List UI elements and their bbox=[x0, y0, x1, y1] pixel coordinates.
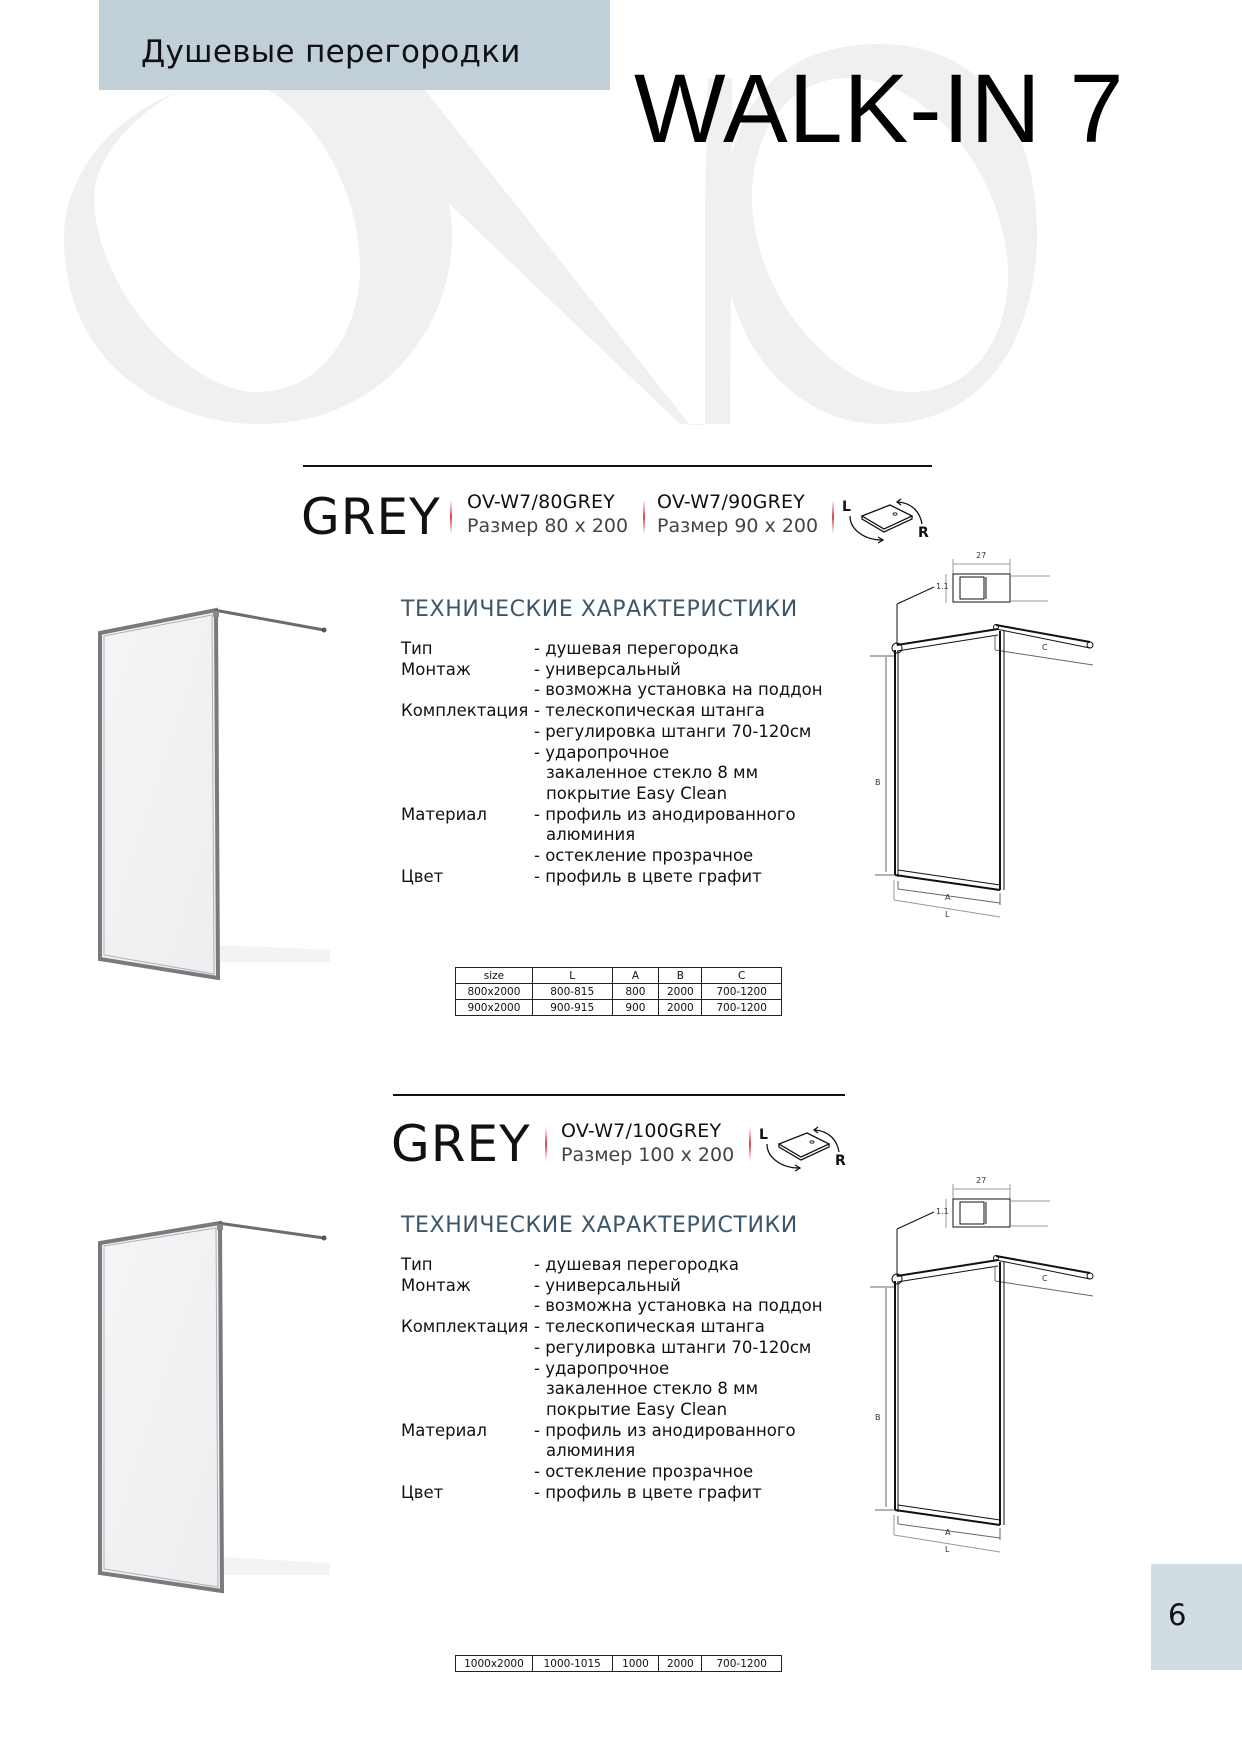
technical-drawing bbox=[850, 1170, 1100, 1600]
column-header: size bbox=[456, 968, 533, 984]
model-size: Размер 80 x 200 bbox=[467, 515, 629, 537]
page-number: 6 bbox=[1168, 1598, 1187, 1632]
spec-value: - ударопрочное bbox=[534, 1358, 670, 1378]
table-cell: 2000 bbox=[659, 984, 702, 1000]
model-size: Размер 100 x 200 bbox=[561, 1144, 735, 1166]
spec-row bbox=[401, 784, 841, 805]
spec-list bbox=[401, 1255, 841, 1515]
separator bbox=[450, 500, 452, 534]
separator bbox=[749, 1127, 751, 1161]
table-row bbox=[456, 1000, 782, 1016]
product-photo bbox=[80, 590, 340, 980]
spec-value: - профиль из анодированного bbox=[534, 1420, 796, 1440]
spec-label: Цвет bbox=[401, 1482, 444, 1502]
spec-heading: ТЕХНИЧЕСКИЕ ХАРАКТЕРИСТИКИ bbox=[401, 597, 798, 622]
spec-value: покрытие Easy Clean bbox=[546, 783, 728, 803]
orientation-left-label: L bbox=[842, 499, 851, 515]
spec-row bbox=[401, 1338, 841, 1359]
model-item bbox=[561, 1119, 734, 1167]
spec-value: алюминия bbox=[546, 1441, 636, 1461]
page-number-badge bbox=[1151, 1564, 1242, 1670]
spec-row bbox=[401, 1483, 841, 1504]
spec-list bbox=[401, 639, 841, 899]
spec-row bbox=[401, 825, 841, 846]
spec-row bbox=[401, 1441, 841, 1462]
dimension-label-profile-width: 27 bbox=[976, 1176, 987, 1185]
spec-label: Монтаж bbox=[401, 1275, 471, 1295]
dimension-label-l: L bbox=[945, 1545, 950, 1554]
spec-value: - телескопическая штанга bbox=[534, 1317, 765, 1337]
dimension-label-a: A bbox=[945, 893, 951, 902]
spec-row bbox=[401, 846, 841, 867]
spec-row bbox=[401, 639, 841, 660]
dimension-label-b: B bbox=[875, 1413, 881, 1422]
column-header: B bbox=[659, 968, 702, 984]
model-code: OV-W7/100GREY bbox=[561, 1120, 722, 1142]
dimension-label-a: A bbox=[945, 1528, 951, 1537]
dimension-label-c: C bbox=[1042, 643, 1048, 652]
spec-value: - универсальный bbox=[534, 1275, 681, 1295]
table-cell: 900x2000 bbox=[456, 1000, 533, 1016]
table-row bbox=[456, 1656, 782, 1672]
dimension-label-profile-depth: 1.1 bbox=[936, 582, 949, 591]
separator bbox=[832, 500, 834, 534]
spec-label: Цвет bbox=[401, 866, 444, 886]
technical-drawing bbox=[850, 545, 1100, 975]
dimension-label-profile-width: 27 bbox=[976, 551, 987, 560]
product-photo bbox=[80, 1205, 340, 1595]
spec-value: - профиль в цвете графит bbox=[534, 1482, 762, 1502]
spec-value: - остекление прозрачное bbox=[534, 1462, 754, 1481]
table-cell: 900-915 bbox=[532, 1000, 612, 1016]
spec-value: - универсальный bbox=[534, 659, 681, 679]
dimension-label-l: L bbox=[945, 910, 950, 919]
separator bbox=[545, 1127, 547, 1161]
table-cell: 700-1200 bbox=[702, 1656, 782, 1672]
table-cell: 2000 bbox=[659, 1656, 702, 1672]
model-code: OV-W7/90GREY bbox=[657, 491, 805, 513]
category-title: Душевые перегородки bbox=[141, 34, 521, 70]
category-banner bbox=[99, 0, 610, 90]
table-cell: 800x2000 bbox=[456, 984, 533, 1000]
model-item bbox=[657, 490, 818, 538]
dimension-label-b: B bbox=[875, 778, 881, 787]
spec-value: - профиль в цвете графит bbox=[534, 866, 762, 886]
spec-value: - возможна установка на поддон bbox=[534, 680, 823, 700]
spec-row bbox=[401, 805, 841, 826]
model-size: Размер 90 x 200 bbox=[657, 515, 819, 537]
section-divider bbox=[393, 1094, 845, 1096]
spec-value: алюминия bbox=[546, 825, 636, 845]
spec-value: - душевая перегородка bbox=[534, 639, 740, 658]
table-cell: 1000 bbox=[612, 1656, 659, 1672]
column-header: A bbox=[612, 968, 659, 984]
spec-row bbox=[401, 1462, 841, 1483]
spec-row bbox=[401, 660, 841, 681]
spec-value: - регулировка штанги 70-120см bbox=[534, 1337, 812, 1357]
spec-row bbox=[401, 1317, 841, 1338]
separator bbox=[643, 500, 645, 534]
table-cell: 800 bbox=[612, 984, 659, 1000]
table-cell: 1000-1015 bbox=[532, 1656, 612, 1672]
table-cell: 900 bbox=[612, 1000, 659, 1016]
left-right-orientation-icon bbox=[757, 1120, 847, 1176]
spec-value: - душевая перегородка bbox=[534, 1255, 740, 1274]
spec-label: Материал bbox=[401, 804, 487, 824]
spec-value: закаленное стекло 8 мм bbox=[546, 763, 759, 783]
spec-value: - возможна установка на поддон bbox=[534, 1296, 823, 1316]
spec-row bbox=[401, 867, 841, 888]
table-cell: 2000 bbox=[659, 1000, 702, 1016]
spec-label: Тип bbox=[401, 1255, 433, 1274]
spec-row bbox=[401, 722, 841, 743]
spec-heading: ТЕХНИЧЕСКИЕ ХАРАКТЕРИСТИКИ bbox=[401, 1213, 798, 1238]
spec-row bbox=[401, 1421, 841, 1442]
dimension-label-profile-depth: 1.1 bbox=[936, 1207, 949, 1216]
color-variant-title: GREY bbox=[391, 1115, 531, 1173]
spec-label: Комплектация bbox=[401, 701, 529, 721]
section-divider bbox=[303, 465, 932, 467]
table-row bbox=[456, 984, 782, 1000]
orientation-right-label: R bbox=[835, 1153, 846, 1169]
spec-value: покрытие Easy Clean bbox=[546, 1399, 728, 1419]
spec-label: Материал bbox=[401, 1420, 487, 1440]
spec-value: - ударопрочное bbox=[534, 742, 670, 762]
spec-row bbox=[401, 743, 841, 764]
spec-row bbox=[401, 680, 841, 701]
spec-value: - телескопическая штанга bbox=[534, 701, 765, 721]
product-series-title: WALK-IN 7 bbox=[634, 54, 1125, 163]
spec-value: - остекление прозрачное bbox=[534, 846, 754, 865]
spec-row bbox=[401, 1276, 841, 1297]
spec-row bbox=[401, 1296, 841, 1317]
spec-row bbox=[401, 1359, 841, 1380]
left-right-orientation-icon bbox=[840, 492, 930, 548]
table-cell: 700-1200 bbox=[702, 1000, 782, 1016]
orientation-right-label: R bbox=[918, 525, 929, 541]
spec-row bbox=[401, 1255, 841, 1276]
column-header: C bbox=[702, 968, 782, 984]
spec-label: Монтаж bbox=[401, 659, 471, 679]
spec-value: закаленное стекло 8 мм bbox=[546, 1379, 759, 1399]
spec-row bbox=[401, 701, 841, 722]
table-cell: 1000x2000 bbox=[456, 1656, 533, 1672]
spec-row bbox=[401, 763, 841, 784]
color-variant-title: GREY bbox=[301, 488, 441, 546]
spec-row bbox=[401, 1400, 841, 1421]
spec-value: - регулировка штанги 70-120см bbox=[534, 721, 812, 741]
spec-label: Тип bbox=[401, 639, 433, 658]
orientation-left-label: L bbox=[759, 1127, 768, 1143]
dimensions-table bbox=[455, 1655, 782, 1672]
table-cell: 700-1200 bbox=[702, 984, 782, 1000]
spec-value: - профиль из анодированного bbox=[534, 804, 796, 824]
model-item bbox=[467, 490, 628, 538]
spec-row bbox=[401, 1379, 841, 1400]
table-header-row bbox=[456, 968, 782, 984]
column-header: L bbox=[532, 968, 612, 984]
table-cell: 800-815 bbox=[532, 984, 612, 1000]
model-code: OV-W7/80GREY bbox=[467, 491, 615, 513]
dimension-label-c: C bbox=[1042, 1274, 1048, 1283]
dimensions-table bbox=[455, 967, 782, 1016]
spec-label: Комплектация bbox=[401, 1317, 529, 1337]
